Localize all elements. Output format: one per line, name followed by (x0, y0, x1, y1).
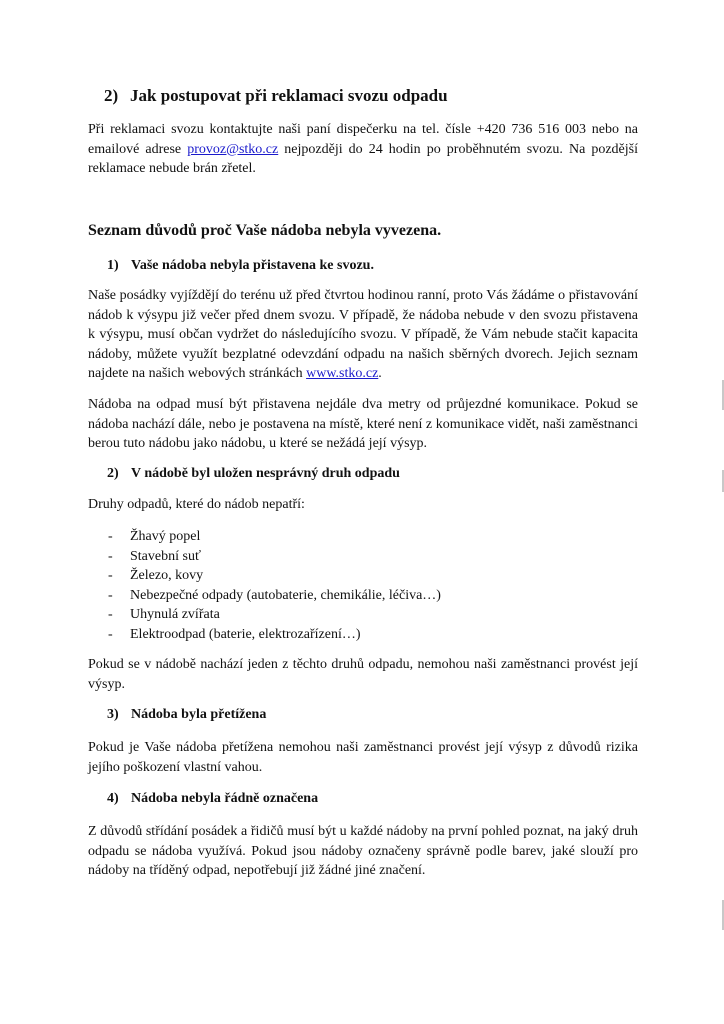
intro-text-before: Při reklamaci svozu kontaktujte naši paní dispečerku na tel. čísle +420 736 516 003 nebo na emailové adrese (88, 122, 638, 157)
reason-1-number: 1) (107, 258, 119, 273)
reason-3-heading (107, 707, 657, 723)
list-bullet: - (108, 568, 113, 583)
reason-4-paragraph: Z důvodů střídání posádek a řidičů musí být u každé nádoby na první pohled poznat, na jaký druh odpadu se nádoba využívá. Pokud jsou nádoby označeny správně podle barev, jaké slouží pro nádoby na tříděný odpad, nepotřebují již žádné jiné značení. (88, 824, 638, 878)
reason-1-paragraph-1 (88, 286, 638, 384)
reason-1-paragraph-2: Nádoba na odpad musí být přistavena nejdále dva metry od průjezdné komunikace. Pokud se nádoba nachází dále, nebo je postavena na místě, které není z komunikace vidět, naši zaměstnanci berou tuto nádobu jako nádobu, u které se nežádá její výsyp. (88, 397, 638, 451)
reason-1-text-before: Naše posádky vyjíždějí do terénu už před čtvrtou hodinou ranní, proto Vás žádáme o přistavování nádob k výsypu již večer před dnem svozu. V případě, že nádoba nebude v den svozu přistavena k výsypu, musí občan vydržet do následujícího svozu. V případě, že Vám nebude stačit kapacita nádoby, můžete využít bezplatné odevzdání odpadu na našich sběrných dvorech. Jejich seznam najdete na našich webových stránkách (88, 288, 638, 381)
list-item (108, 605, 608, 625)
reason-4-heading (107, 791, 657, 807)
reason-2-heading (107, 466, 657, 482)
reason-3-paragraph: Pokud je Vaše nádoba přetížena nemohou naši zaměstnanci provést její výsyp z důvodů rizika jejího poškození vlastní vahou. (88, 740, 638, 775)
list-item (108, 547, 608, 567)
list-item-text: Elektroodpad (baterie, elektrozařízení…) (130, 626, 361, 642)
reason-1-text-after: . (378, 366, 382, 381)
list-item (108, 566, 608, 586)
reason-4-number: 4) (107, 791, 119, 806)
reason-1-heading (107, 258, 657, 274)
heading-number: 2) (104, 86, 119, 105)
list-item-text: Uhynulá zvířata (130, 607, 220, 622)
list-item (108, 527, 608, 547)
list-item-text: Žhavý popel (130, 529, 201, 544)
reason-2-number: 2) (107, 466, 119, 481)
intro-text-after: nejpozději do 24 hodin po proběhnutém svozu. Na pozdější reklamace nebude brán zřetel. (88, 141, 638, 176)
complaint-paragraph (88, 120, 638, 179)
reason-3-number: 3) (107, 707, 119, 722)
complaint-heading (104, 86, 654, 106)
section-title: Seznam důvodů proč Vaše nádoba nebyla vyvezena. (88, 222, 442, 239)
list-item (108, 586, 608, 606)
forbidden-waste-list (108, 527, 608, 644)
list-item-text: Stavební suť (130, 548, 201, 564)
reason-2-paragraph: Pokud se v nádobě nachází jeden z těchto druhů odpadu, nemohou naši zaměstnanci provést její výsyp. (88, 657, 638, 692)
list-bullet: - (108, 548, 113, 564)
heading-title: Jak postupovat při reklamaci svozu odpadu (130, 86, 448, 105)
reason-1-title: Vaše nádoba nebyla přistavena ke svozu. (131, 258, 374, 273)
reason-4-title: Nádoba nebyla řádně označena (131, 791, 319, 806)
list-bullet: - (108, 607, 113, 622)
reason-2-title: V nádobě byl uložen nesprávný druh odpadu (131, 466, 400, 481)
list-bullet: - (108, 529, 113, 544)
list-item (108, 625, 608, 645)
reason-2-lead: Druhy odpadů, které do nádob nepatří: (88, 497, 305, 512)
list-item-text: Železo, kovy (130, 568, 204, 583)
list-item-text: Nebezpečné odpady (autobaterie, chemikálie, léčiva…) (130, 587, 441, 603)
website-link[interactable]: www.stko.cz (306, 366, 379, 381)
reason-3-title: Nádoba byla přetížena (131, 707, 267, 722)
list-bullet: - (108, 626, 113, 642)
email-link[interactable]: provoz@stko.cz (187, 141, 279, 157)
list-bullet: - (108, 587, 113, 603)
